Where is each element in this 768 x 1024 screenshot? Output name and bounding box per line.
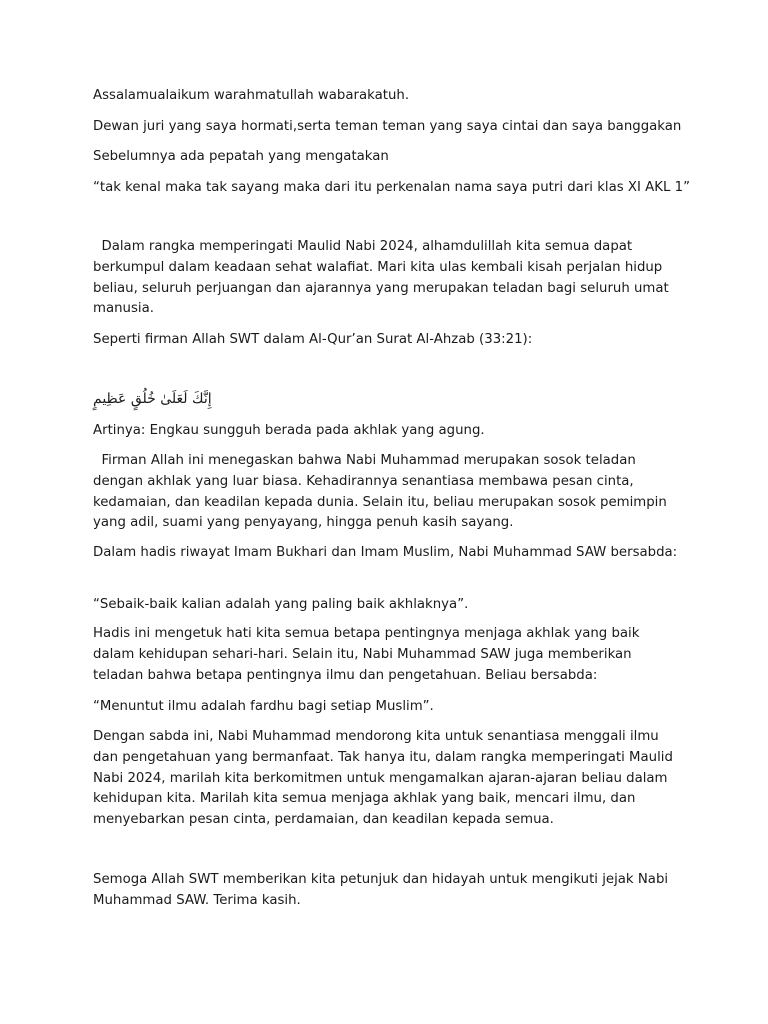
greeting-paragraph: Assalamualaikum warahmatullah wabarakatuh. bbox=[93, 88, 410, 103]
verse-explanation-paragraph bbox=[93, 451, 678, 534]
intro-quote-paragraph: “tak kenal maka tak sayang maka dari itu perkenalan nama saya putri dari klas XI AKL 1” bbox=[93, 180, 690, 195]
verse-explanation-text: Firman Allah ini menegaskan bahwa Nabi Muhammad merupakan sosok teladan dengan akhlak yang luar biasa. Kehadirannya senantiasa membawa pesan cinta, kedamaian, dan keadilan kepada dunia. Selain itu, beliau merupakan sosok pemimpin yang adil, suami yang penyayang, hingga penuh kasih sayang. bbox=[93, 453, 667, 531]
reflection-paragraph: Dengan sabda ini, Nabi Muhammad mendorong kita untuk senantiasa menggali ilmu dan pengetahuan yang bermanfaat. Tak hanya itu, dalam rangka memperingati Maulid Nabi 2024, marilah kita berkomitmen untuk mengamalkan ajaran-ajaran beliau dalam kehidupan kita. Marilah kita semua menjaga akhlak yang baik, mencari ilmu, dan menyebarkan pesan cinta, perdamaian, dan keadilan kepada semua. bbox=[93, 729, 673, 828]
verse-intro-paragraph: Seperti firman Allah SWT dalam Al-Qur’an Surat Al-Ahzab (33:21): bbox=[93, 332, 533, 347]
hadith-intro-paragraph: Dalam hadis riwayat Imam Bukhari dan Imam Muslim, Nabi Muhammad SAW bersabda: bbox=[93, 545, 678, 560]
hadith-quote-paragraph: “Sebaik-baik kalian adalah yang paling baik akhlaknya”. bbox=[93, 597, 469, 612]
closing-paragraph: Semoga Allah SWT memberikan kita petunjuk dan hidayah untuk mengikuti jejak Nabi Muhammad SAW. Terima kasih. bbox=[93, 872, 669, 908]
arabic-verse: إِنَّكَ لَعَلَىٰ خُلُقٍ عَظِيمٍ bbox=[93, 391, 212, 407]
hadith-explanation-paragraph: Hadis ini mengetuk hati kita semua betapa pentingnya menjaga akhlak yang baik dalam kehidupan sehari-hari. Selain itu, Nabi Muhammad SAW juga memberikan teladan bahwa betapa pentingnya ilmu dan pengetahuan. Beliau bersabda: bbox=[93, 626, 640, 683]
verse-meaning-paragraph: Artinya: Engkau sungguh berada pada akhlak yang agung. bbox=[93, 423, 485, 438]
opening-text: Dalam rangka memperingati Maulid Nabi 2024, alhamdulillah kita semua dapat berkumpul dalam keadaan sehat walafiat. Mari kita ulas kembali kisah perjalan hidup beliau, seluruh perjuangan dan ajarannya yang merupakan teladan bagi seluruh umat manusia. bbox=[93, 239, 669, 317]
knowledge-quote-paragraph: “Menuntut ilmu adalah fardhu bagi setiap Muslim”. bbox=[93, 699, 434, 714]
address-paragraph: Dewan juri yang saya hormati,serta teman teman yang saya cintai dan saya banggakan bbox=[93, 119, 682, 134]
opening-paragraph bbox=[93, 237, 678, 320]
intro-lead-paragraph: Sebelumnya ada pepatah yang mengatakan bbox=[93, 149, 389, 164]
